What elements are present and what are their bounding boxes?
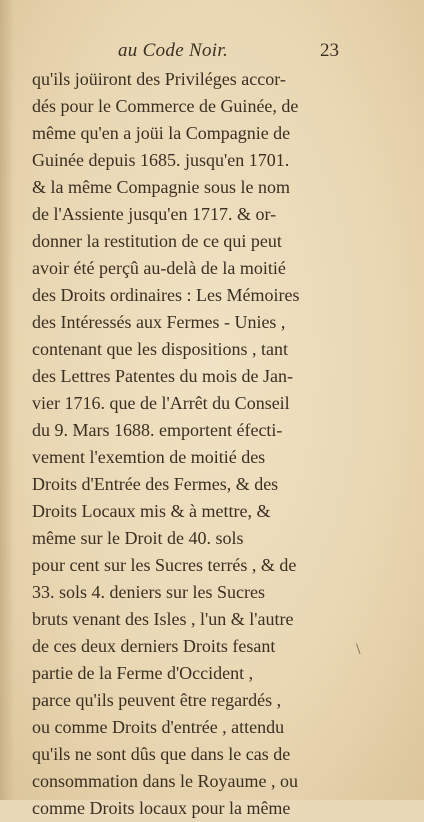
page-gutter-shadow bbox=[0, 0, 14, 800]
text-line: Droits Locaux mis & à mettre, & bbox=[32, 501, 271, 521]
text-line: même qu'en a joüi la Compagnie de bbox=[32, 123, 291, 143]
text-line: de ces deux derniers Droits fesant bbox=[32, 636, 276, 656]
margin-mark: \ bbox=[356, 641, 361, 658]
text-line: parce qu'ils peuvent être regardés , bbox=[32, 690, 282, 710]
text-line: avoir été perçû au-delà de la moitié bbox=[32, 258, 286, 278]
body-text bbox=[32, 66, 350, 822]
text-line: contenant que les dispositions , tant bbox=[32, 339, 288, 359]
text-line: donner la restitution de ce qui peut bbox=[32, 231, 282, 251]
text-line: de l'Assiente jusqu'en 1717. & or- bbox=[32, 204, 277, 224]
text-line: qu'ils joüiront des Priviléges accor- bbox=[32, 69, 286, 89]
text-line: 33. sols 4. deniers sur les Sucres bbox=[32, 582, 265, 602]
text-line: des Intéressés aux Fermes - Unies , bbox=[32, 312, 286, 332]
text-line: vement l'exemtion de moitié des bbox=[32, 447, 266, 467]
text-line: & la même Compagnie sous le nom bbox=[32, 177, 290, 197]
text-line: vier 1716. que de l'Arrêt du Conseil bbox=[32, 393, 290, 413]
text-line: ou comme Droits d'entrée , attendu bbox=[32, 717, 285, 737]
page-header bbox=[0, 40, 424, 64]
text-line: des Lettres Patentes du mois de Jan- bbox=[32, 366, 293, 386]
running-head: au Code Noir. bbox=[118, 40, 228, 61]
text-line: même sur le Droit de 40. sols bbox=[32, 528, 244, 548]
text-line: bruts venant des Isles , l'un & l'autre bbox=[32, 609, 294, 629]
text-line: des Droits ordinaires : Les Mémoires bbox=[32, 285, 300, 305]
text-line: Droits d'Entrée des Fermes, & des bbox=[32, 474, 279, 494]
text-line: dés pour le Commerce de Guinée, de bbox=[32, 96, 299, 116]
text-line: du 9. Mars 1688. emportent éfecti- bbox=[32, 420, 283, 440]
text-line: consommation dans le Royaume , ou bbox=[32, 771, 298, 791]
page-number: 23 bbox=[320, 40, 339, 61]
text-line: partie de la Ferme d'Occident , bbox=[32, 663, 254, 683]
text-line: Guinée depuis 1685. jusqu'en 1701. bbox=[32, 150, 290, 170]
text-line: comme Droits locaux pour la même bbox=[32, 798, 291, 818]
text-line: pour cent sur les Sucres terrés , & de bbox=[32, 555, 297, 575]
text-line: qu'ils ne sont dûs que dans le cas de bbox=[32, 744, 291, 764]
